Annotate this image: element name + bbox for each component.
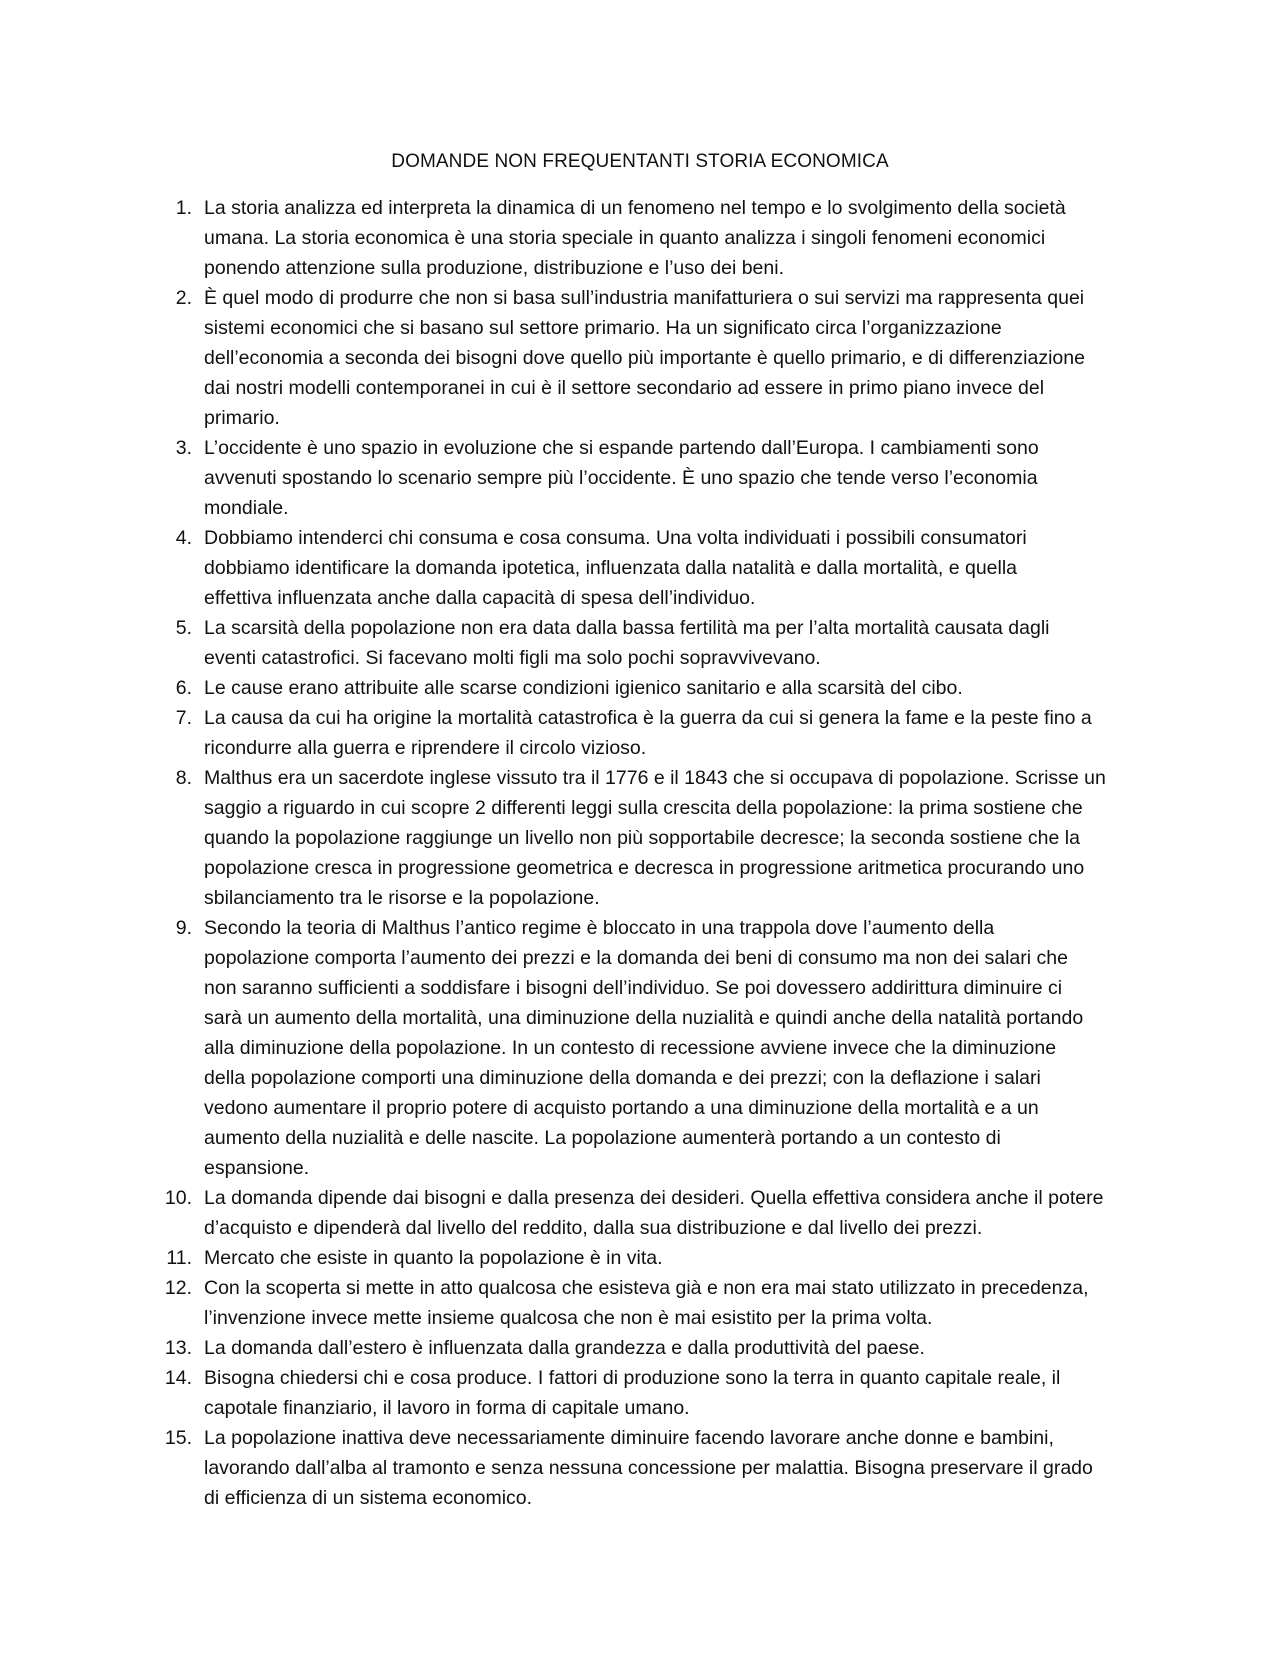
list-item (150, 433, 1150, 523)
item-text: La domanda dipende dai bisogni e dalla presenza dei desideri. Quella effettiva considera anche il potere d’acquisto e dipenderà dal livello del reddito, dalla sua distribuzione e dal livello dei prezzi. (204, 1187, 1104, 1239)
item-number: 4. (175, 527, 192, 549)
list-item (150, 523, 1150, 613)
item-text: La causa da cui ha origine la mortalità catastrofica è la guerra da cui si genera la fame e la peste fino a ricondurre alla guerra e riprendere il circolo vizioso. (204, 707, 1092, 759)
item-number: 3. (175, 437, 192, 459)
list-item (150, 1243, 1150, 1273)
item-text: La storia analizza ed interpreta la dinamica di un fenomeno nel tempo e lo svolgimento della società umana. La storia economica è una storia speciale in quanto analizza i singoli fenomeni economici ponendo attenzione sulla produzione, distribuzione e l’uso dei beni. (204, 197, 1066, 279)
list-item (150, 1333, 1150, 1363)
item-text: Con la scoperta si mette in atto qualcosa che esisteva già e non era mai stato utilizzato in precedenza, l’invenzione invece mette insieme qualcosa che non è mai esistito per la prima volta. (204, 1277, 1089, 1329)
item-number: 12. (164, 1277, 192, 1299)
item-number: 1. (175, 197, 192, 219)
document-title: DOMANDE NON FREQUENTANTI STORIA ECONOMICA (391, 151, 889, 172)
item-text: Mercato che esiste in quanto la popolazione è in vita. (204, 1247, 663, 1269)
item-text: L’occidente è uno spazio in evoluzione che si espande partendo dall’Europa. I cambiamenti sono avvenuti spostando lo scenario sempre più l’occidente. È uno spazio che tende verso l’economia mondiale. (204, 437, 1039, 519)
item-text: Secondo la teoria di Malthus l’antico regime è bloccato in una trappola dove l’aumento della popolazione comporta l’aumento dei prezzi e la domanda dei beni di consumo ma non dei salari che non saranno sufficienti a soddisfare i bisogni dell’individuo. Se poi dovessero addirittura diminuire ci sarà un aumento della mortalità, una diminuzione della nuzialità e quindi anche della natalità portando alla diminuzione della popolazione. In un contesto di recessione avviene invece che la diminuzione della popolazione comporti una diminuzione della domanda e dei prezzi; con la deflazione i salari vedono aumentare il proprio potere di acquisto portando a una diminuzione della mortalità e a un aumento della nuzialità e delle nascite. La popolazione aumenterà portando a un contesto di espansione. (204, 917, 1084, 1179)
item-text: È quel modo di produrre che non si basa sull’industria manifatturiera o sui servizi ma rappresenta quei sistemi economici che si basano sul settore primario. Ha un significato circa l’organizzazione dell’economia a seconda dei bisogni dove quello più importante è quello primario, e di differenziazione dai nostri modelli contemporanei in cui è il settore secondario ad essere in primo piano invece del primario. (204, 287, 1085, 429)
item-text: La popolazione inattiva deve necessariamente diminuire facendo lavorare anche donne e bambini, lavorando dall’alba al tramonto e senza nessuna concessione per malattia. Bisogna preservare il grado di efficienza di un sistema economico. (204, 1427, 1093, 1509)
item-number: 15. (164, 1427, 192, 1449)
list-item (150, 913, 1150, 1183)
list-item (150, 1183, 1150, 1243)
item-number: 7. (175, 707, 192, 729)
item-number: 2. (175, 287, 192, 309)
list-item (150, 193, 1150, 283)
item-text: La domanda dall’estero è influenzata dalla grandezza e dalla produttività del paese. (204, 1337, 925, 1359)
list-item (150, 613, 1150, 673)
item-number: 8. (175, 767, 192, 789)
list-item (150, 673, 1150, 703)
list-item (150, 763, 1150, 913)
list-item (150, 703, 1150, 763)
item-text: Malthus era un sacerdote inglese vissuto tra il 1776 e il 1843 che si occupava di popolazione. Scrisse un saggio a riguardo in cui scopre 2 differenti leggi sulla crescita della popolazione: la prima sostiene che quando la popolazione raggiunge un livello non più sopportabile decresce; la seconda sostiene che la popolazione cresca in progressione geometrica e decresca in progressione aritmetica procurando uno sbilanciamento tra le risorse e la popolazione. (204, 767, 1106, 909)
item-text: Le cause erano attribuite alle scarse condizioni igienico sanitario e alla scarsità del cibo. (204, 677, 963, 699)
item-number: 10. (164, 1187, 192, 1209)
list-item (150, 1363, 1150, 1423)
item-number: 14. (164, 1367, 192, 1389)
item-number: 11. (166, 1247, 192, 1269)
answer-list (150, 193, 1150, 1513)
item-text: La scarsità della popolazione non era data dalla bassa fertilità ma per l’alta mortalità causata dagli eventi catastrofici. Si facevano molti figli ma solo pochi sopravvivevano. (204, 617, 1050, 669)
item-number: 6. (175, 677, 192, 699)
item-number: 5. (175, 617, 192, 639)
list-item (150, 1273, 1150, 1333)
list-item (150, 1423, 1150, 1513)
item-text: Dobbiamo intenderci chi consuma e cosa consuma. Una volta individuati i possibili consumatori dobbiamo identificare la domanda ipotetica, influenzata dalla natalità e dalla mortalità, e quella effettiva influenzata anche dalla capacità di spesa dell’individuo. (204, 527, 1027, 609)
list-item (150, 283, 1150, 433)
item-number: 9. (175, 917, 192, 939)
item-number: 13. (164, 1337, 192, 1359)
item-text: Bisogna chiedersi chi e cosa produce. I fattori di produzione sono la terra in quanto capitale reale, il capotale finanziario, il lavoro in forma di capitale umano. (204, 1367, 1061, 1419)
